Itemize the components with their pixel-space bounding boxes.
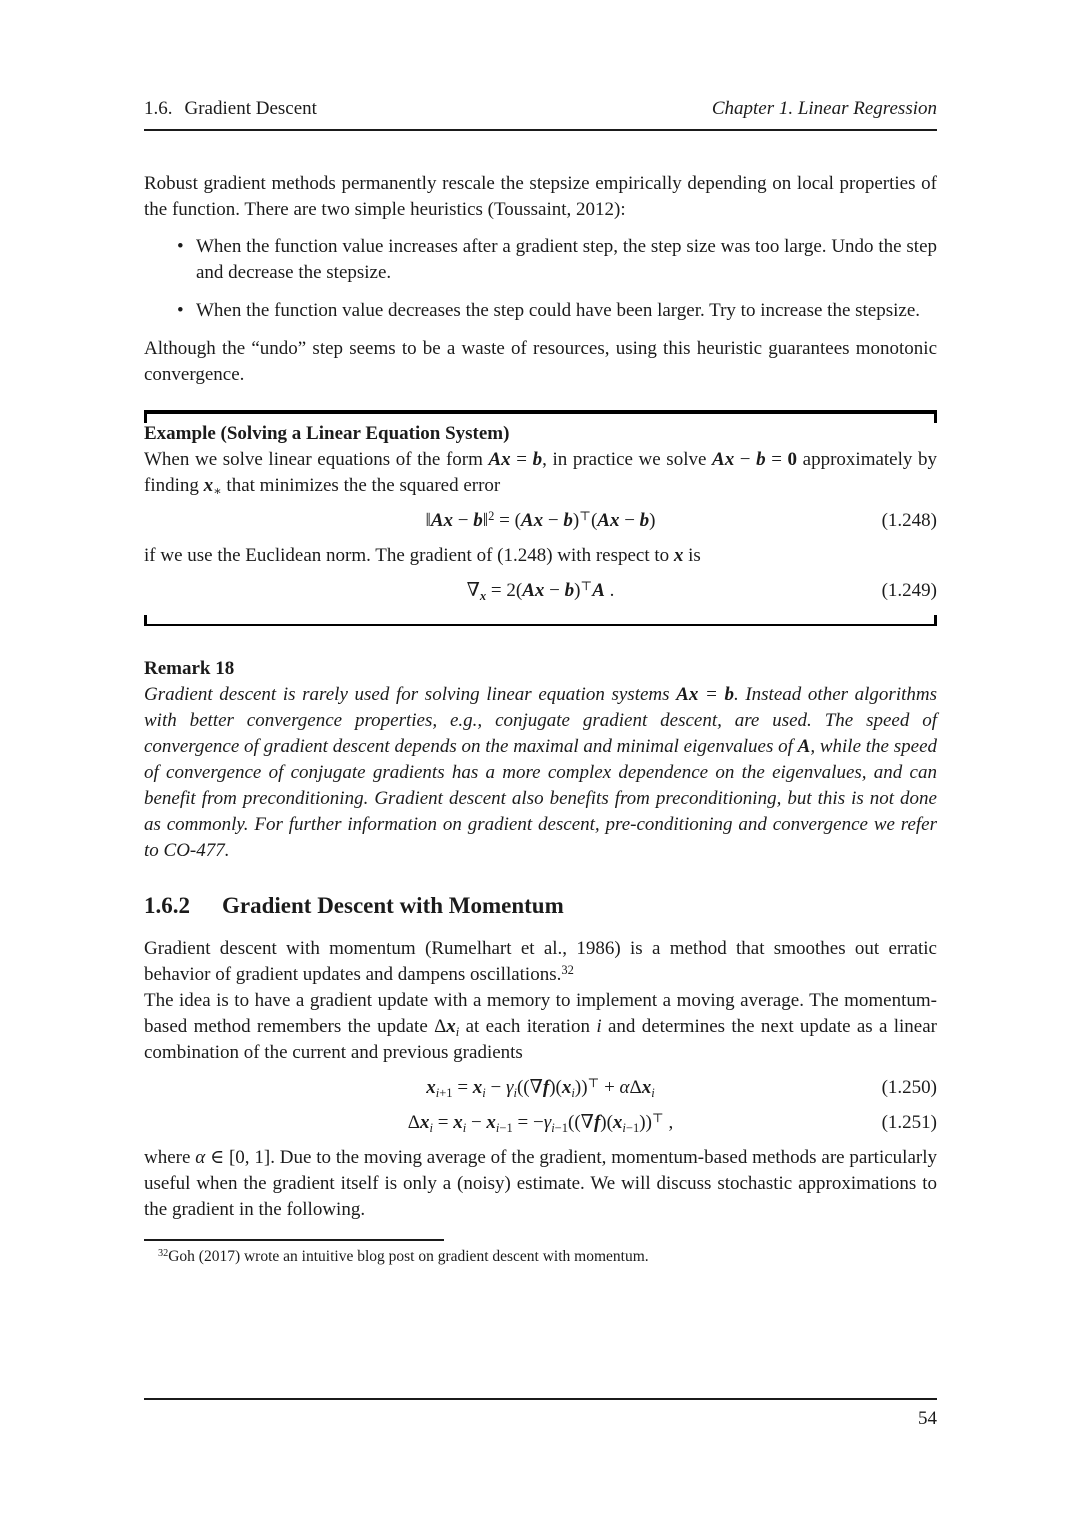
- header-section-title: Gradient Descent: [184, 98, 317, 119]
- example-box: [144, 410, 937, 626]
- equation-1249: [144, 578, 937, 604]
- equation-math: $\Delta x_i = x_i - x_{i-1} = -\gamma_{i-1}((\nabla f)(x_{i-1}))^⊤$ ,: [407, 1111, 674, 1135]
- header-chapter-title: Chapter 1. Linear Regression: [711, 98, 937, 119]
- example-frame-tick: [934, 615, 937, 624]
- equation-math: ‖Ax − b‖$^2$ = (Ax − b)⊤(Ax − b): [425, 509, 656, 531]
- paragraph-momentum-intro: Gradient descent with momentum (Rumelhart et al., 1986) is a method that smoothes out erratic behavior of gradient updates and dampens oscillations.$^{32}$: [144, 938, 937, 985]
- list-item-text: When the function value increases after a gradient step, the step size was too large. Undo the step and decrease the stepsize.: [196, 236, 937, 283]
- list-item-step-too-large: [144, 234, 937, 286]
- equation-number: (1.250): [881, 1077, 937, 1098]
- equation-math: $\nabla_x = 2(Ax - b)^⊤A$ .: [466, 579, 615, 603]
- equation-number: (1.248): [881, 510, 937, 531]
- example-paragraph-2: if we use the Euclidean norm. The gradient of (1.248) with respect to x is: [144, 545, 701, 566]
- header-section-number: 1.6.: [144, 98, 173, 119]
- paragraph-undo-step: Although the “undo” step seems to be a waste of resources, using this heuristic guarantees monotonic convergence.: [144, 338, 937, 385]
- example-frame-tick: [144, 615, 147, 624]
- list-item-step-larger: [144, 298, 937, 324]
- equation-number: (1.251): [881, 1112, 937, 1133]
- equation-1248: [144, 508, 937, 534]
- remark-heading: Remark 18: [144, 658, 235, 679]
- footnote-rule: [144, 1239, 444, 1241]
- section-number: 1.6.2: [144, 893, 190, 918]
- page-footer: [144, 1398, 937, 1432]
- equation-1251: [144, 1110, 937, 1136]
- example-frame-tick: [144, 414, 147, 423]
- bullet-icon: •: [177, 300, 184, 321]
- equation-number: (1.249): [881, 580, 937, 601]
- example-title: Example (Solving a Linear Equation System): [144, 423, 510, 444]
- remark-body: Gradient descent is rarely used for solving linear equation systems Ax = b. Instead other algorithms with better convergence properties, e.g., conjugate gradient descent, are used. The speed of convergence of gradient descent depends on the maximal and minimal eigenvalues of A, while the speed of convergence of conjugate gradients has a more complex dependence on the eigenvalues, and can benefit from preconditioning. Gradient descent also benefits from preconditioning, but this is not done as commonly. For further information on gradient descent, pre-conditioning and convergence we refer to CO-477.: [144, 684, 937, 861]
- page-header: [144, 96, 937, 131]
- example-paragraph-1: When we solve linear equations of the form Ax = b, in practice we solve Ax − b = 0 approximately by finding $x_∗$ that minimizes the the squared error: [144, 449, 937, 498]
- paragraph-robust-gradient: Robust gradient methods permanently rescale the stepsize empirically depending on local properties of the function. There are two simple heuristics (Toussaint, 2012):: [144, 173, 937, 220]
- page-number: 54: [918, 1408, 937, 1429]
- footnote-text: $^{32}$Goh (2017) wrote an intuitive blog post on gradient descent with momentum.: [158, 1248, 649, 1265]
- bullet-icon: •: [177, 236, 184, 257]
- equation-math: $x_{i+1} = x_i - \gamma_i((\nabla f)(x_i))^⊤ + \alpha\Delta x_i$: [426, 1076, 655, 1100]
- paragraph-momentum-idea: The idea is to have a gradient update with a memory to implement a moving average. The momentum-based method remembers the update $\Delta x_i$ at each iteration i and determines the next update as a linear combination of the current and previous gradients: [144, 990, 938, 1063]
- heuristics-list: [144, 234, 937, 324]
- equation-1250: [144, 1075, 937, 1101]
- section-title: Gradient Descent with Momentum: [222, 893, 564, 918]
- list-item-text: When the function value decreases the step could have been larger. Try to increase the stepsize.: [196, 300, 921, 321]
- paragraph-where-alpha: where α ∈ [0, 1]. Due to the moving average of the gradient, momentum-based methods are particularly useful when the gradient itself is only a (noisy) estimate. We will discuss stochastic approximations to the gradient in the following.: [144, 1147, 937, 1220]
- section-heading-1-6-2: [144, 892, 937, 920]
- example-frame-tick: [934, 414, 937, 423]
- header-section: [144, 96, 317, 122]
